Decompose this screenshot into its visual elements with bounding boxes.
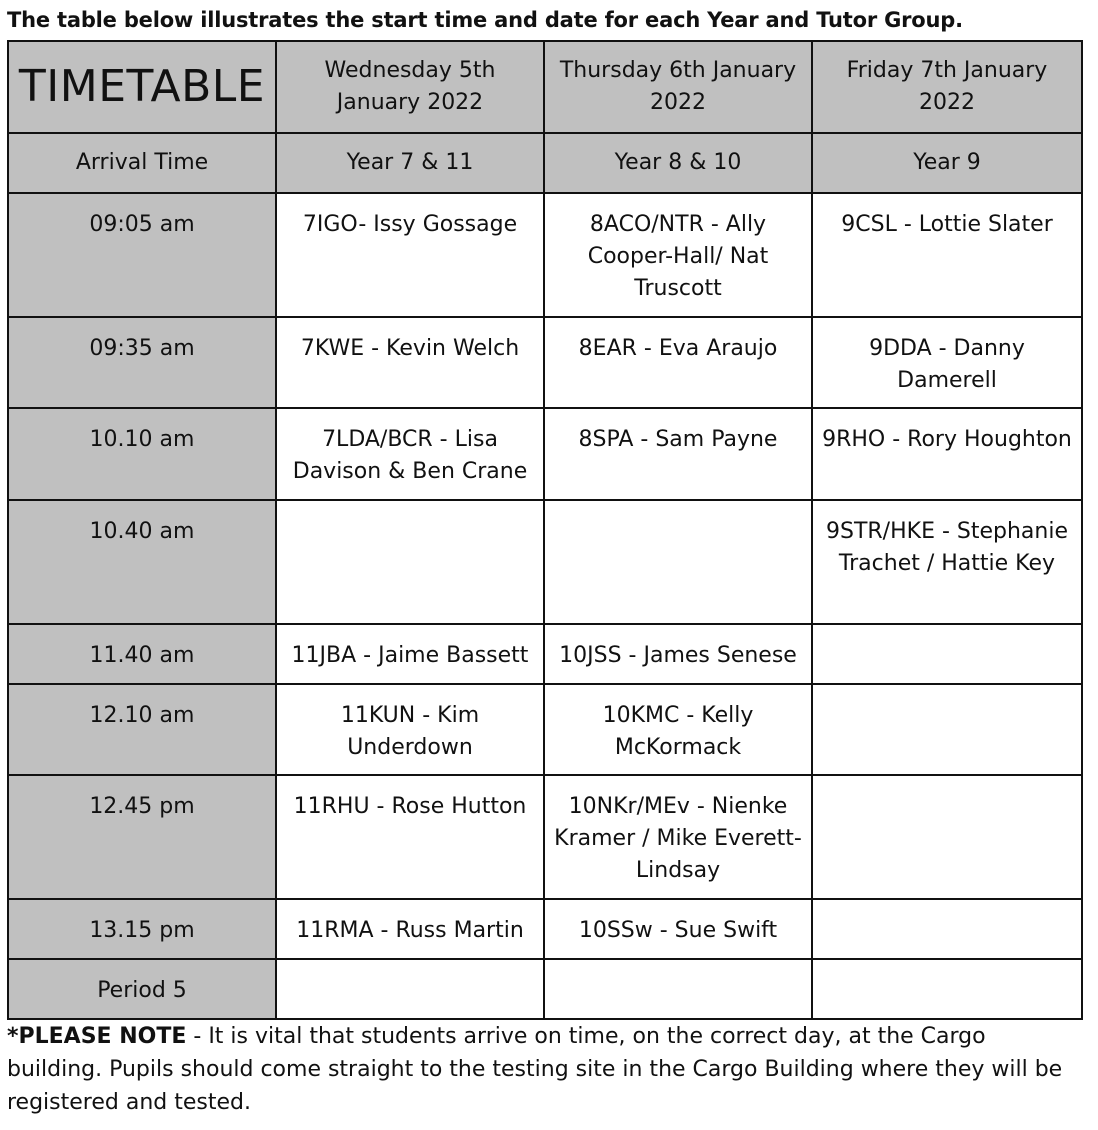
table-row bbox=[8, 500, 1082, 624]
tutor-group-cell: 9STR/HKE - Stephanie Trachet / Hattie Key bbox=[812, 500, 1082, 624]
header-row-years bbox=[8, 133, 1082, 193]
timetable bbox=[7, 40, 1083, 1020]
tutor-group-cell bbox=[812, 899, 1082, 959]
table-row bbox=[8, 959, 1082, 1019]
arrival-time: 13.15 pm bbox=[8, 899, 276, 959]
header-row-days bbox=[8, 41, 1082, 133]
tutor-group-cell: 11RMA - Russ Martin bbox=[276, 899, 544, 959]
note-lead: *PLEASE NOTE bbox=[7, 1024, 187, 1049]
tutor-group-cell: 11KUN - Kim Underdown bbox=[276, 684, 544, 775]
day-header: Friday 7th January 2022 bbox=[812, 41, 1082, 133]
tutor-group-cell bbox=[812, 624, 1082, 684]
tutor-group-cell bbox=[544, 500, 812, 624]
table-row bbox=[8, 775, 1082, 899]
tutor-group-cell bbox=[812, 684, 1082, 775]
tutor-group-cell: 8EAR - Eva Araujo bbox=[544, 317, 812, 408]
tutor-group-cell bbox=[812, 775, 1082, 899]
tutor-group-cell: 10KMC - Kelly McKormack bbox=[544, 684, 812, 775]
tutor-group-cell: 11RHU - Rose Hutton bbox=[276, 775, 544, 899]
tutor-group-cell: 7LDA/BCR - Lisa Davison & Ben Crane bbox=[276, 408, 544, 500]
table-row bbox=[8, 193, 1082, 317]
arrival-time: 09:05 am bbox=[8, 193, 276, 317]
tutor-group-cell: 10JSS - James Senese bbox=[544, 624, 812, 684]
tutor-group-cell: 9CSL - Lottie Slater bbox=[812, 193, 1082, 317]
arrival-time: 10.10 am bbox=[8, 408, 276, 500]
table-row bbox=[8, 317, 1082, 408]
arrival-time-header: Arrival Time bbox=[8, 133, 276, 193]
table-row bbox=[8, 684, 1082, 775]
table-row bbox=[8, 899, 1082, 959]
tutor-group-cell bbox=[276, 959, 544, 1019]
tutor-group-cell bbox=[812, 959, 1082, 1019]
arrival-time: 12.45 pm bbox=[8, 775, 276, 899]
tutor-group-cell: 9RHO - Rory Houghton bbox=[812, 408, 1082, 500]
tutor-group-cell: 11JBA - Jaime Bassett bbox=[276, 624, 544, 684]
tutor-group-cell: 10SSw - Sue Swift bbox=[544, 899, 812, 959]
tutor-group-cell: 8ACO/NTR - Ally Cooper-Hall/ Nat Truscott bbox=[544, 193, 812, 317]
arrival-time: 12.10 am bbox=[8, 684, 276, 775]
year-header: Year 8 & 10 bbox=[544, 133, 812, 193]
tutor-group-cell: 7KWE - Kevin Welch bbox=[276, 317, 544, 408]
day-header: Wednesday 5th January 2022 bbox=[276, 41, 544, 133]
arrival-time: 09:35 am bbox=[8, 317, 276, 408]
intro-text: The table below illustrates the start time and date for each Year and Tutor Group. bbox=[7, 8, 963, 32]
arrival-time: 10.40 am bbox=[8, 500, 276, 624]
arrival-time: 11.40 am bbox=[8, 624, 276, 684]
tutor-group-cell: 10NKr/MEv - Nienke Kramer / Mike Everett-Lindsay bbox=[544, 775, 812, 899]
tutor-group-cell: 7IGO- Issy Gossage bbox=[276, 193, 544, 317]
day-header: Thursday 6th January 2022 bbox=[544, 41, 812, 133]
year-header: Year 7 & 11 bbox=[276, 133, 544, 193]
tutor-group-cell bbox=[276, 500, 544, 624]
table-row bbox=[8, 624, 1082, 684]
table-row bbox=[8, 408, 1082, 500]
please-note bbox=[7, 1020, 1087, 1119]
tutor-group-cell bbox=[544, 959, 812, 1019]
timetable-title: TIMETABLE bbox=[8, 41, 276, 133]
tutor-group-cell: 9DDA - Danny Damerell bbox=[812, 317, 1082, 408]
year-header: Year 9 bbox=[812, 133, 1082, 193]
tutor-group-cell: 8SPA - Sam Payne bbox=[544, 408, 812, 500]
note-text: - It is vital that students arrive on time, on the correct day, at the Cargo building. Pupils should come straight to the testing site in the Cargo Building where they will be registered and tested. bbox=[7, 1024, 1063, 1115]
arrival-time: Period 5 bbox=[8, 959, 276, 1019]
